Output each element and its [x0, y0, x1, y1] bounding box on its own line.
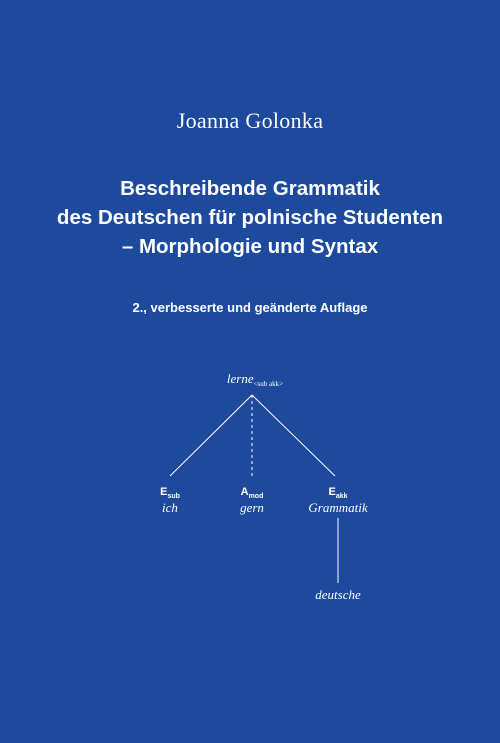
title-line-3: – Morphologie und Syntax	[121, 235, 379, 258]
tree-node-esub-word: ich	[162, 500, 178, 515]
tree-leaf-deutsche: deutsche	[315, 587, 361, 602]
amod-index: mod	[248, 493, 264, 500]
tree-root-node	[200, 371, 310, 387]
eakk-symbol: E	[328, 486, 336, 498]
eakk-index: akk	[335, 493, 348, 500]
tree-node-amod-label	[222, 486, 282, 498]
tree-node-esub-label	[140, 486, 200, 498]
tree-node-amod-word: gern	[240, 500, 264, 515]
tree-node-eakk-label	[308, 486, 368, 498]
esub-symbol: E	[160, 486, 168, 498]
title-line-1: Beschreibende Grammatik	[120, 177, 380, 200]
edition-note: 2., verbesserte und geänderte Auflage	[132, 300, 368, 315]
title-line-2: des Deutschen für polnische Studenten	[56, 206, 444, 229]
root-word: lerne	[226, 371, 254, 386]
edge-root-eakk	[252, 395, 335, 476]
amod-symbol: A	[240, 486, 249, 498]
edge-root-esub	[170, 395, 252, 476]
tree-node-eakk-word: Grammatik	[308, 500, 368, 515]
esub-index: sub	[167, 493, 180, 500]
author-name: Joanna Golonka	[176, 108, 324, 133]
root-valency: <sub akk>	[253, 380, 284, 388]
